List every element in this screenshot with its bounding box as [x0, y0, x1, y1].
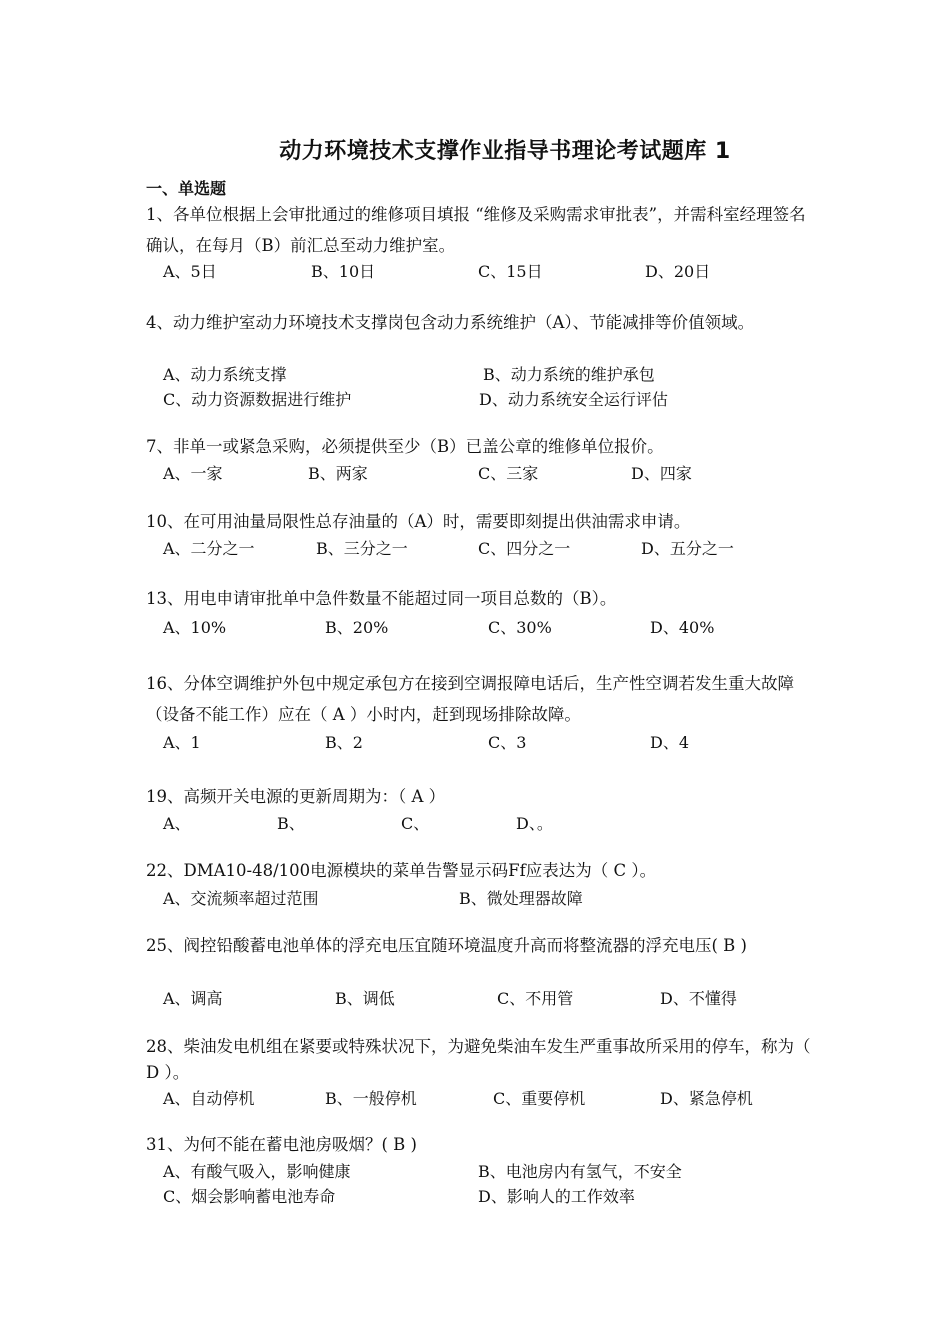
option-c: C、四分之一	[478, 539, 571, 558]
option-b: B、	[277, 814, 305, 833]
option-c: C、不用管	[497, 989, 574, 1008]
options-19	[163, 811, 813, 835]
options-16	[163, 730, 813, 754]
option-d: D、不懂得	[660, 989, 737, 1008]
option-d: D、4	[650, 733, 690, 752]
option-a: A、5日	[163, 262, 217, 281]
option-b: B、动力系统的维护承包	[483, 365, 655, 384]
option-b: B、2	[325, 733, 363, 752]
question-16: 16、分体空调维护外包中规定承包方在接到空调报障电话后，生产性空调若发生重大故障（设备不能工作）应在（ A ）小时内，赶到现场排除故障。	[146, 674, 794, 724]
option-b: B、10日	[311, 262, 376, 281]
option-a: A、1	[163, 733, 201, 752]
option-c: C、烟会影响蓄电池寿命	[163, 1187, 336, 1206]
option-a: A、二分之一	[163, 539, 255, 558]
option-d: D、40%	[650, 618, 715, 637]
option-d: D、20日	[645, 262, 711, 281]
options-25	[163, 986, 813, 1010]
option-c: C、15日	[478, 262, 543, 281]
question-22: 22、DMA10-48/100电源模块的菜单告警显示码Ff应表达为（ C ）。	[146, 861, 657, 880]
question-19: 19、高频开关电源的更新周期为：（ A ）	[146, 787, 446, 806]
question-31: 31、为何不能在蓄电池房吸烟？( B )	[146, 1135, 417, 1154]
option-c: C、动力资源数据进行维护	[163, 390, 352, 409]
option-b: B、两家	[308, 464, 368, 483]
options-7	[163, 461, 813, 485]
option-a: A、	[163, 814, 191, 833]
option-b: B、调低	[335, 989, 395, 1008]
option-c: C、重要停机	[493, 1089, 586, 1108]
option-b: B、微处理器故障	[459, 889, 583, 908]
option-a: A、调高	[163, 989, 223, 1008]
option-a: A、一家	[163, 464, 223, 483]
options-10	[163, 536, 813, 560]
option-d: D、影响人的工作效率	[478, 1187, 635, 1206]
option-b: B、20%	[325, 618, 389, 637]
option-d: D、四家	[631, 464, 692, 483]
option-a: A、10%	[163, 618, 227, 637]
option-d: D、紧急停机	[660, 1089, 753, 1108]
option-c: C、3	[488, 733, 527, 752]
question-7: 7、非单一或紧急采购，必须提供至少（B）已盖公章的维修单位报价。	[146, 437, 664, 456]
question-28: 28、柴油发电机组在紧要或特殊状况下，为避免柴油车发生严重事故所采用的停车，称为（ D ）。	[146, 1037, 811, 1082]
option-a: A、交流频率超过范围	[163, 889, 319, 908]
option-d: D、五分之一	[641, 539, 734, 558]
question-4: 4、动力维护室动力环境技术支撑岗包含动力系统维护（A）、节能减排等价值领域。	[146, 313, 755, 332]
options-4-row1	[163, 362, 813, 386]
options-31-row2	[163, 1184, 813, 1208]
options-31-row1	[163, 1159, 813, 1183]
option-d: D、动力系统安全运行评估	[479, 390, 668, 409]
option-c: C、30%	[488, 618, 552, 637]
option-c: C、	[401, 814, 430, 833]
option-d: D、。	[516, 814, 553, 833]
options-1	[163, 259, 813, 283]
page-title: 动力环境技术支撑作业指导书理论考试题库 1	[279, 139, 731, 164]
question-25: 25、阀控铅酸蓄电池单体的浮充电压宜随环境温度升高而将整流器的浮充电压( B )	[146, 936, 747, 955]
options-28	[163, 1086, 813, 1110]
options-13	[163, 615, 813, 639]
option-a: A、有酸气吸入，影响健康	[163, 1162, 351, 1181]
options-4-row2	[163, 387, 813, 411]
question-10: 10、在可用油量局限性总存油量的（A）时，需要即刻提出供油需求申请。	[146, 512, 691, 531]
section-heading: 一、单选题	[146, 179, 227, 198]
option-a: A、自动停机	[163, 1089, 255, 1108]
question-1: 1、各单位根据上会审批通过的维修项目填报 “维修及采购需求审批表”，并需科室经理签名确认，在每月（B）前汇总至动力维护室。	[146, 205, 806, 255]
option-c: C、三家	[478, 464, 539, 483]
options-22	[163, 886, 813, 910]
option-a: A、动力系统支撑	[163, 365, 287, 384]
option-b: B、三分之一	[316, 539, 408, 558]
question-13: 13、用电申请审批单中急件数量不能超过同一项目总数的（B）。	[146, 589, 617, 608]
option-b: B、电池房内有氢气，不安全	[478, 1162, 682, 1181]
option-b: B、一般停机	[325, 1089, 417, 1108]
